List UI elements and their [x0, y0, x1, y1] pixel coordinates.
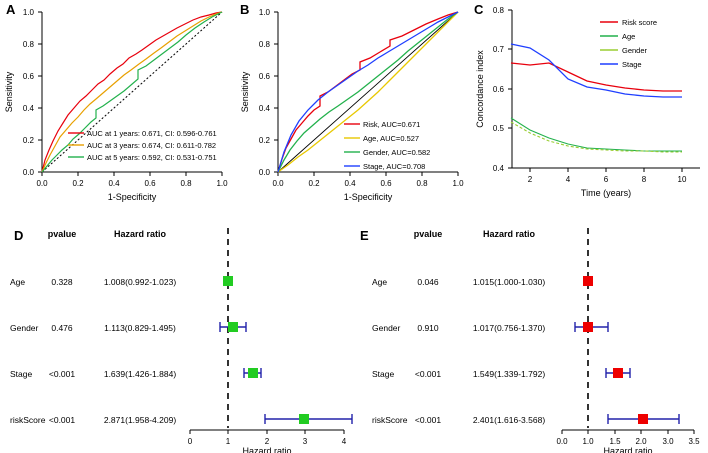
panel-e-row-label-2: Stage — [372, 369, 395, 379]
panel-e-row-label-0: Age — [372, 277, 388, 287]
panel-c-svg — [472, 0, 708, 205]
panel-e-row-hr-3: 2.401(1.616-3.568) — [472, 415, 546, 425]
panel-d-ci-row-0 — [223, 276, 233, 286]
panel-a-legend-item-0: AUC at 1 years: 0.671, CI: 0.596-0.761 — [87, 129, 217, 138]
panel-c-series-stage — [511, 44, 682, 97]
panel-a-ylabel: Sensitivity — [4, 71, 14, 113]
panel-d-row-hr-2: 1.639(1.426-1.884) — [103, 369, 177, 379]
panel-c-legend-item-1: Age — [622, 32, 636, 41]
panel-b-ytick-0: 0.0 — [258, 168, 270, 177]
panel-c-legend-item-3: Stage — [622, 60, 642, 69]
panel-d-xtick-0: 0 — [187, 437, 193, 446]
panel-d-forest-plot — [0, 214, 354, 453]
panel-e-row-pvalue-0: 0.046 — [417, 277, 439, 287]
panel-d-row-hr-0: 1.008(0.992-1.023) — [103, 277, 177, 287]
panel-label-b: B — [240, 2, 250, 17]
panel-b-ytick-5: 1.0 — [258, 8, 270, 17]
panel-d-xtick-2: 2 — [264, 437, 270, 446]
panel-a-xtick-0: 0.0 — [36, 179, 48, 188]
panel-d-row-pvalue-2: <0.001 — [48, 369, 76, 379]
panel-e-row-pvalue-2: <0.001 — [414, 369, 442, 379]
panel-a-ytick-4: 0.8 — [22, 40, 34, 49]
panel-c-xtick-3: 8 — [641, 175, 647, 184]
panel-e-row-pvalue-1: 0.910 — [417, 323, 439, 333]
panel-c-series-riskscore — [511, 63, 682, 91]
panel-e-row-hr-1: 1.017(0.756-1.370) — [472, 323, 546, 333]
panel-a-ytick-1: 0.2 — [22, 136, 34, 145]
panel-b-ylabel: Sensitivity — [240, 71, 250, 113]
panel-d-ci-row-1 — [220, 322, 246, 332]
panel-d-xlabel: Hazard ratio — [242, 446, 292, 453]
panel-c-ytick-2: 0.6 — [492, 85, 504, 94]
panel-e-ci-row-3 — [608, 414, 679, 424]
panel-a-legend-item-2: AUC at 5 years: 0.592, CI: 0.531-0.751 — [87, 153, 217, 162]
panel-b-ytick-1: 0.2 — [258, 136, 270, 145]
panel-e-ci-row-0 — [583, 276, 593, 286]
panel-label-e: E — [360, 228, 369, 243]
panel-d-plot-area — [188, 228, 352, 453]
panel-e-xtick-5: 3.5 — [688, 437, 700, 446]
panel-b-xtick-0: 0.0 — [272, 179, 284, 188]
panel-c-xlabel: Time (years) — [580, 188, 632, 198]
panel-e-ci-row-1 — [575, 322, 608, 332]
panel-e-marker-0 — [583, 276, 593, 286]
panel-label-d: D — [14, 228, 24, 243]
panel-b-xtick-5: 1.0 — [452, 179, 464, 188]
panel-b-xtick-2: 0.4 — [344, 179, 356, 188]
panel-a-svg — [0, 0, 236, 205]
panel-e-row-hr-0: 1.015(1.000-1.030) — [472, 277, 546, 287]
panel-c-legend-item-0: Risk score — [622, 18, 658, 27]
panel-e-marker-2 — [613, 368, 623, 378]
panel-d-xtick-4: 4 — [341, 437, 347, 446]
panel-b-legend — [344, 120, 430, 171]
panel-d-row-pvalue-1: 0.476 — [51, 323, 73, 333]
panel-d-header-hr: Hazard ratio — [113, 229, 167, 239]
panel-c-xtick-4: 10 — [677, 175, 687, 184]
panel-c-xtick-2: 6 — [603, 175, 609, 184]
panel-c-ylabel: Concordance index — [475, 50, 485, 128]
panel-a-xtick-2: 0.4 — [108, 179, 120, 188]
panel-e-row-label-3: riskScore — [372, 415, 408, 425]
panel-d-marker-1 — [228, 322, 238, 332]
panel-d-header-pvalue: pvalue — [47, 229, 77, 239]
panel-c-legend — [600, 18, 657, 69]
panel-c-axes — [475, 6, 700, 198]
panel-b-legend-item-1: Age, AUC=0.527 — [363, 134, 420, 143]
panel-b-legend-item-3: Stage, AUC=0.708 — [363, 162, 426, 171]
panel-b-legend-item-0: Risk, AUC=0.671 — [363, 120, 421, 129]
panel-e-plot-area — [556, 228, 700, 453]
panel-a-ytick-2: 0.4 — [22, 104, 34, 113]
panel-e-xtick-2: 1.5 — [609, 437, 621, 446]
panel-label-c: C — [474, 2, 484, 17]
panel-b-xtick-3: 0.6 — [380, 179, 392, 188]
panel-a-ytick-3: 0.6 — [22, 72, 34, 81]
panel-e-row-label-1: Gender — [372, 323, 401, 333]
panel-d-marker-0 — [223, 276, 233, 286]
panel-a-axes — [4, 8, 228, 202]
panel-b-xtick-4: 0.8 — [416, 179, 428, 188]
panel-e-marker-3 — [638, 414, 648, 424]
panel-e-xtick-0: 0.0 — [556, 437, 568, 446]
panel-c-xtick-1: 4 — [565, 175, 571, 184]
panel-c-ytick-1: 0.5 — [492, 124, 504, 133]
panel-d-row-hr-3: 2.871(1.958-4.209) — [103, 415, 177, 425]
panel-e-xtick-4: 3.0 — [662, 437, 674, 446]
panel-c-ytick-0: 0.4 — [492, 164, 504, 173]
panel-e-marker-1 — [583, 322, 593, 332]
panel-d-row-label-2: Stage — [10, 369, 33, 379]
panel-d-marker-3 — [299, 414, 309, 424]
panel-d-ci-row-3 — [265, 414, 352, 424]
panel-e-header-pvalue: pvalue — [413, 229, 443, 239]
panel-c-series-gender — [511, 122, 682, 152]
panel-label-a: A — [6, 2, 16, 17]
panel-b-ytick-3: 0.6 — [258, 72, 270, 81]
panel-a-xtick-1: 0.2 — [72, 179, 84, 188]
panel-d-xtick-1: 1 — [225, 437, 231, 446]
panel-a-legend-item-1: AUC at 3 years: 0.674, CI: 0.611-0.782 — [87, 141, 217, 150]
panel-e-row-hr-2: 1.549(1.339-1.792) — [472, 369, 546, 379]
panel-d-row-label-3: riskScore — [10, 415, 46, 425]
panel-b-xlabel: 1-Specificity — [343, 192, 393, 202]
panel-d-row-label-1: Gender — [10, 323, 39, 333]
panel-c-ytick-3: 0.7 — [492, 45, 504, 54]
panel-b-ytick-4: 0.8 — [258, 40, 270, 49]
panel-d-svg — [0, 214, 354, 453]
panel-d-row-label-0: Age — [10, 277, 26, 287]
panel-a-xtick-4: 0.8 — [180, 179, 192, 188]
panel-d-row-pvalue-0: 0.328 — [51, 277, 73, 287]
panel-a-legend — [68, 129, 217, 162]
panel-a-xtick-3: 0.6 — [144, 179, 156, 188]
panel-b-axes — [240, 8, 464, 202]
panel-c-xtick-0: 2 — [527, 175, 533, 184]
panel-d-ci-row-2 — [244, 368, 261, 378]
panel-c-ytick-4: 0.8 — [492, 6, 504, 15]
panel-b-legend-item-2: Gender, AUC=0.582 — [363, 148, 431, 157]
panel-b-roc-chart — [236, 0, 472, 205]
panel-a-ytick-5: 1.0 — [22, 8, 34, 17]
panel-c-legend-item-2: Gender — [622, 46, 648, 55]
panel-d-row-pvalue-3: <0.001 — [48, 415, 76, 425]
panel-e-xtick-1: 1.0 — [582, 437, 594, 446]
panel-e-xtick-3: 2.0 — [635, 437, 647, 446]
panel-c-cindex-chart — [472, 0, 708, 205]
panel-e-forest-plot — [354, 214, 708, 453]
panel-e-header-hr: Hazard ratio — [482, 229, 536, 239]
panel-d-marker-2 — [248, 368, 258, 378]
panel-e-xlabel: Hazard ratio — [603, 446, 653, 453]
panel-d-xtick-3: 3 — [302, 437, 308, 446]
panel-b-ytick-2: 0.4 — [258, 104, 270, 113]
panel-d-row-hr-1: 1.113(0.829-1.495) — [104, 323, 176, 333]
panel-a-xlabel: 1-Specificity — [107, 192, 157, 202]
panel-a-xtick-5: 1.0 — [216, 179, 228, 188]
panel-c-series-age — [511, 118, 682, 151]
panel-e-ci-row-2 — [606, 368, 630, 378]
panel-b-svg — [236, 0, 472, 205]
panel-e-row-pvalue-3: <0.001 — [414, 415, 442, 425]
panel-a-ytick-0: 0.0 — [22, 168, 34, 177]
panel-a-roc-chart — [0, 0, 236, 205]
panel-b-xtick-1: 0.2 — [308, 179, 320, 188]
panel-e-svg — [354, 214, 708, 453]
